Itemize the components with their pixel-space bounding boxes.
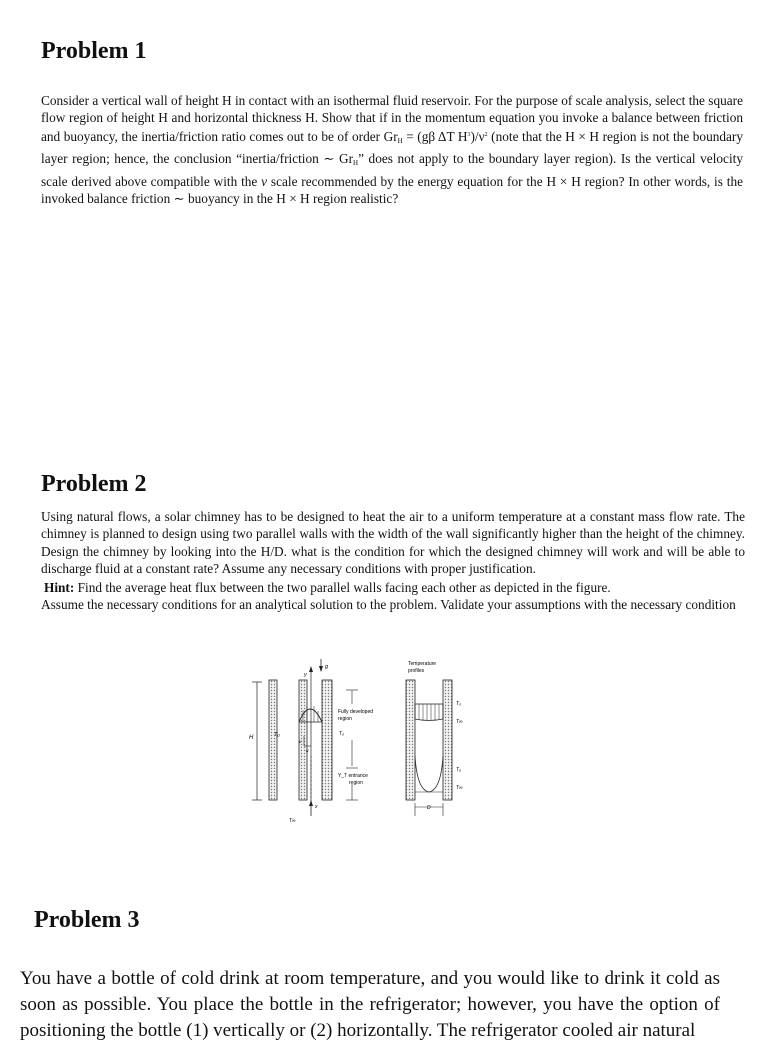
p1-text-a: Consider a vertical wall of height H in contact with an isothermal fluid reservoir. For the purpose of scale analysis, select the square flow region of height H and horizontal thickness H. Show that if in the momentum equation you invoke a balance between friction and buoyancy, the inertia/friction ratio comes out to be of order Gr [41, 93, 743, 144]
h-label: H [249, 735, 254, 741]
temp-profiles-line2: profiles [408, 668, 425, 674]
problem-2-body [41, 508, 745, 613]
g-label: g [325, 664, 329, 670]
p1-text-f: scale recommended by the energy equation for the H × H region? In other words, is the invoked balance friction ∼ buoyancy in the H × H region realistic? [41, 173, 744, 207]
y-arrow-icon [309, 666, 313, 672]
p1-sup-3: 3 [467, 131, 471, 138]
left-wall-a [269, 680, 277, 800]
p1-text-b: = (gβ ΔT H [402, 128, 468, 144]
t0-label: T₀ [274, 732, 280, 738]
p1-sub-h2: H [353, 159, 359, 168]
p1-sub-h: H [397, 136, 403, 145]
right-t0-bottom: T₀ [456, 767, 462, 773]
height-dimension [252, 682, 262, 800]
problem-3-text: You have a bottle of cold drink at room temperature, and you would like to drink it cold as soon as possible. You place the bottle in the refrigerator; however, you have the option of positioning the bottle (1) vertically or (2) horizontally. The refrigerator cooled air natural [20, 968, 720, 1041]
p1-sup-2: 2 [484, 131, 488, 138]
temp-profile-bottom [415, 756, 443, 792]
right-tinf-top: T∞ [456, 719, 463, 725]
right-tinf-bottom: T∞ [456, 785, 463, 791]
tinf-bottom-label: T∞ [289, 818, 296, 824]
entrance-line1: Y_T entrance [338, 773, 368, 779]
p1-text-d: (note that the H × H region is not the boundary layer region; hence, the conclusion “inertia/friction ∼ Gr [41, 128, 743, 167]
right-wall-left [406, 680, 415, 800]
problem-3-title: Problem 3 [34, 907, 140, 933]
entrance-line2: region [349, 780, 363, 786]
x-arrow-icon [309, 800, 313, 806]
p1-text-e: ” does not apply to the boundary layer region). Is the vertical velocity scale derived above compatible with the [41, 151, 743, 189]
g-arrow-icon [319, 666, 323, 672]
fully-developed-line1: Fully developed [338, 709, 374, 715]
problem-1-title: Problem 1 [41, 38, 147, 64]
left-wall-c [322, 680, 332, 800]
right-t0-top: T₀ [456, 701, 462, 707]
u-label: u [306, 748, 309, 753]
problem-2-assume: Assume the necessary conditions for an analytical solution to the problem. Validate your assumptions with the necessary condition [41, 597, 736, 613]
problem-2-text: Using natural flows, a solar chimney has to be designed to heat the air to a uniform temperature at a constant mass flow rate. The chimney is planned to design using two parallel walls with the width of the wall significantly higher than the height of the chimney. Design the chimney by looking into the H/D. what is the condition for which the designed chimney will work and will be able to discharge fluid at a constant rate? Assume any necessary conditions with proper justification. [41, 509, 745, 577]
chimney-figure [243, 656, 483, 826]
x-label: x [315, 804, 318, 810]
hint-text: Find the average heat flux between the two parallel walls facing each other as depicted in the figure. [74, 579, 611, 595]
p1-italic-v: v [261, 173, 268, 189]
y-label: y [304, 672, 307, 678]
d-label: D [427, 805, 431, 811]
problem-1-text [41, 92, 743, 207]
problem-2-hint [41, 579, 745, 596]
right-wall-right [443, 680, 452, 800]
p1-text-c: )/ν [470, 128, 485, 144]
fully-developed-line2: region [338, 716, 352, 722]
temp-profiles-line1: Temperature [408, 661, 437, 667]
v-label: v [299, 739, 302, 744]
problem-2-title: Problem 2 [41, 471, 147, 497]
t0-center-label: T₀ [339, 731, 345, 737]
hint-label: Hint: [44, 579, 75, 595]
